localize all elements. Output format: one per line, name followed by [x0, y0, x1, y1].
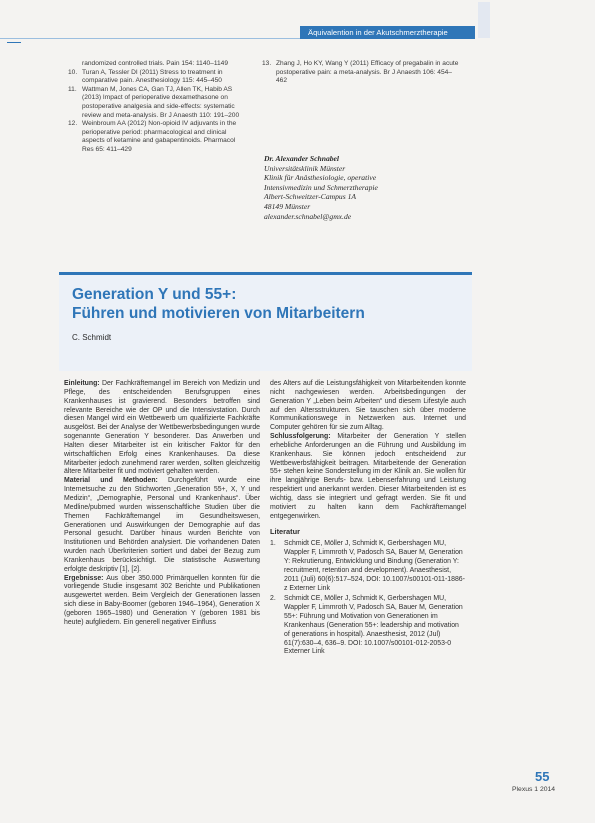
- address-line: 48149 Münster: [264, 201, 311, 211]
- reference-item: randomized controlled trials. Pain 154: 1140–1149: [82, 60, 229, 67]
- paragraph-introduction: Einleitung: Der Fachkräftemangel im Bereich von Medizin und Pflege, des entscheidenden Berufsgruppen eines Krankenhauses ist gravierend. Besonders betroffen sind relevante Bereiche wie der OP und die Intensivstation. Durch diesen Mangel wird ein Wettbewerb um qualifizierte Fachkräfte ausgelöst. Bei der Analyse der Wettbewerbsbedingungen wurde sogenannte Generation Y besonderer. Das Anwerben und Halten dieser Mitarbeiter ist ein kritischer Faktor für den wirtschaftlichen Erfolg eines Krankenhauses. Da diese Mitarbeiter jedoch zunehmend rarer werden, sollten gleichzeitig ältere Mitarbeiter fit und motiviert gehalten werden.: [64, 380, 260, 476]
- header-tab-decoration: [478, 2, 490, 38]
- running-title: Äquivalention in der Akutschmerztherapie: [300, 26, 475, 39]
- margin-tick: [7, 42, 21, 43]
- address-line: Universitätsklinik Münster: [264, 163, 346, 173]
- corresponding-author-address: [264, 154, 464, 221]
- reference-item: 11. Wattman M, Jones CA, Gan TJ, Allen TK, Habib AS (2013) Impact of perioperative dexamethasone on postoperative analgesia and side-effects: systematic review and meta-analysis. Br J Anaesth 110: 191–200: [68, 85, 240, 119]
- paragraph-methods: Material und Methoden: Durchgeführt wurde eine Internetsuche zu den Stichworten „Generation 55+, X, Y und Medizin“, „Demographie, Personal und Krankenhaus“. Über Medline/pubmed wurden wissenschaftliche Studien über die Themen Fachkräftemangel im Gesundheitswesen, Generationen und Auswirkungen der Demographie auf das Personal gesucht. Darüber hinaus wurden Berichte von Institutionen und Behörden analysiert. Die vorhandenen Daten wurden nach Überkriterien sortiert und dabei der Bezug zum Krankenhaus berücksichtigt. Die statistische Auswertung erfolgte deskriptiv [1], [2].: [64, 477, 261, 573]
- address-line: Intensivmedizin und Schmerztherapie: [264, 182, 378, 192]
- reference-item: 13. Zhang J, Ho KY, Wang Y (2011) Efficacy of pregabalin in acute postoperative pain: a meta-analysis. Br J Anaesth 106: 454–462: [262, 60, 459, 85]
- reference-item: 10. Turan A, Tessler DI (2011) Stress to treatment in comparative pain. Anesthesiology 115: 445–450: [68, 68, 223, 85]
- body-column-right: [270, 380, 466, 659]
- references-continued-left: [68, 60, 248, 155]
- article-title: Generation Y und 55+: Führen und motivieren von Mitarbeitern: [72, 286, 365, 322]
- paragraph-conclusion: Schlussfolgerung: Mitarbeiter der Generation Y stellen erhebliche Anforderungen an die Führung und Ausbildung im Krankenhaus. Sie können jedoch entscheidend zur Wettbewerbsfähigkeit beitragen. Mitarbeitende der Generation 55+ stehen keine Sonderstellung im der Klinik an. Sie wollen für ihre langjährige Berufs- bzw. Lebenserfahrung und Leistung respektiert und anerkannt werden. Dieser Mitarbeitenden ist es wichtig, dass sie integriert und gefragt werden. Sie fit und motiviert zu halten kann dem Fachkräftemangel entgegenwirken.: [270, 433, 466, 520]
- article-author: C. Schmidt: [72, 333, 112, 342]
- address-line: Klinik für Anästhesiologie, operative: [264, 173, 377, 183]
- page-number: 55: [535, 769, 550, 784]
- literature-item: 2. Schmidt CE, Möller J, Schmidt K, Gerbershagen MU, Wappler F, Limmroth V, Padosch SA, Bauer M, Generation 55+: Führung und Motivation von Generationen im Krankenhaus (Generation 55+: leadership and motivation of generations in hospital). Anaesthesist, 2012 (Jul) 61(7):630–4, 636–9. DOI: 10.1007/s00101-012-2053-0 Externer Link: [270, 595, 463, 656]
- reference-item: 12. Weinbroum AA (2012) Non-opioid IV adjuvants in the perioperative period: pharmacological and clinical aspects of ketamine and gabapentinoids. Pharmacol Res 65: 411–429: [68, 120, 237, 153]
- literature-item: 1. Schmidt CE, Möller J, Schmidt K, Gerbershagen MU, Wappler F, Limmroth V, Padosch SA, Bauer M, Generation Y: Rekrutierung, Entwicklung und Bindung (Generation Y: recruitment, retention and development). Anaesthesist, 2011 (Juli) 60(6):517–524, DOI: 10.1007/s00101-011-1886-z Externer Link: [270, 540, 465, 592]
- header-rule: [0, 38, 300, 39]
- references-continued-right: [262, 60, 462, 86]
- paragraph-results: Ergebnisse: Aus über 350.000 Primärquellen konnten für die vorliegende Studie insgesamt 302 Berichte und Publikationen ausgewertet werden. Beim Vergleich der Generationen lassen sich diese in Baby-Boomer (geboren 1946–1964), Generation X (geboren 1965–1980) und Generation Y (geboren 1981 bis heute) aufgliedern. Ein generell negativer Einfluss: [64, 574, 260, 626]
- issue-label: Plexus 1 2014: [512, 786, 556, 793]
- address-line: Albert-Schweitzer-Campus 1A: [264, 192, 357, 202]
- literature-heading: Literatur: [270, 526, 300, 536]
- paragraph-results-continued: des Alters auf die Leistungsfähigkeit von Mitarbeitenden konnte nicht nachgewiesen werden. Arbeitsbedingungen der Generation Y „Leben beim Arbeiten“ und diesem Lifestyle auch auf den Altersstrukturen. Sie tauschen sich über moderne Kommunikationswege in Netzwerken aus. Internet und Computer gehören für sie zum Alltag.: [270, 380, 466, 432]
- author-email: alexander.schnabel@gmx.de: [264, 211, 352, 221]
- author-name: Dr. Alexander Schnabel: [264, 154, 340, 163]
- article-title-box: [59, 272, 472, 371]
- body-column-left: [64, 380, 260, 628]
